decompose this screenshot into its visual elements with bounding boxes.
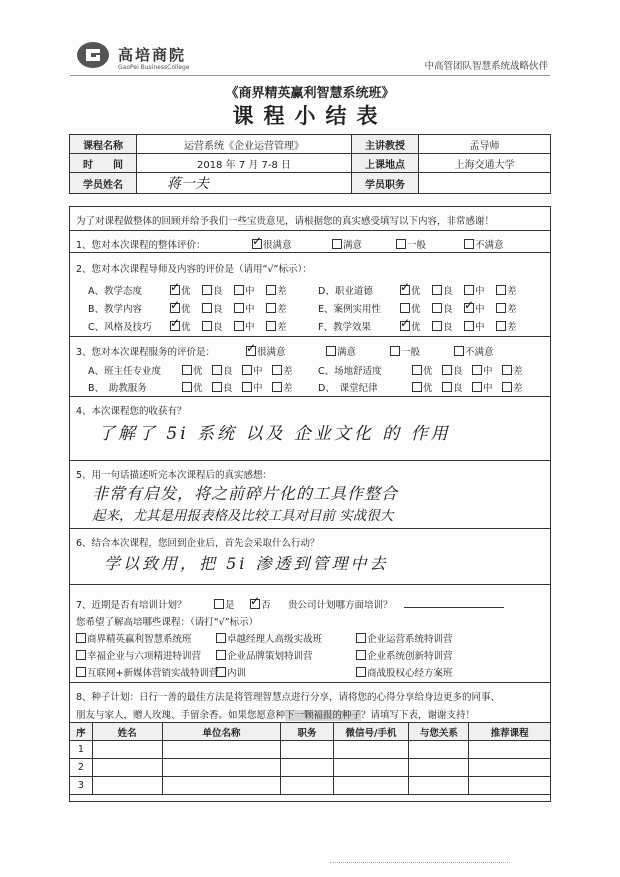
q3-grade-option-label: 良 <box>223 366 233 377</box>
checkbox-icon[interactable] <box>472 382 482 392</box>
checkbox-icon[interactable] <box>442 365 452 375</box>
q3-grade-option-label: 优 <box>423 366 433 377</box>
student-position-value[interactable] <box>419 173 551 194</box>
checkbox-icon[interactable] <box>432 321 442 331</box>
checkbox-icon[interactable] <box>272 382 282 392</box>
checkbox-icon[interactable] <box>234 285 244 295</box>
recommend-cell[interactable] <box>281 777 333 795</box>
q2-item-label: E、案例实用性 <box>318 304 382 315</box>
q2-grade-option-label: 差 <box>507 304 517 315</box>
q2-label: 2、您对本次课程导师及内容的评价是（请用“√”标示）： <box>76 264 312 275</box>
checkbox-icon[interactable] <box>272 365 282 375</box>
q2-grade-option[interactable] <box>464 283 485 297</box>
q7-no[interactable] <box>250 597 271 611</box>
q3-grade-option[interactable] <box>242 380 263 394</box>
q2-grade-option[interactable] <box>234 319 255 333</box>
checkbox-icon[interactable] <box>356 650 366 660</box>
checkbox-icon[interactable] <box>234 321 244 331</box>
q4-section <box>70 397 550 461</box>
q2-grade-option-label: 良 <box>443 304 453 315</box>
q6-label: 6、结合本次课程，您回到企业后，首先会采取什么行动？ <box>76 538 320 549</box>
q1-opt-1-label: 满意 <box>343 240 363 251</box>
q7-followup-blank[interactable] <box>404 607 504 608</box>
q3-item-label: B、 助教服务 <box>88 383 147 394</box>
checkbox-icon[interactable] <box>216 633 226 643</box>
footer-divider <box>330 862 510 863</box>
q3-opt-0[interactable] <box>246 344 286 358</box>
q3-grade-option[interactable] <box>212 380 233 394</box>
q3-grade-option-label: 优 <box>193 366 203 377</box>
q3-grade-option[interactable] <box>442 363 463 377</box>
course-option[interactable] <box>76 648 201 662</box>
checkbox-icon[interactable] <box>502 365 512 375</box>
q3-grade-option-label: 中 <box>253 366 263 377</box>
q5-label: 5、用一句话描述听完本次课程后的真实感想： <box>76 470 273 481</box>
course-option-label: 互联网+新媒体营销实战特训营 <box>87 668 219 679</box>
checkbox-icon[interactable] <box>400 303 410 313</box>
logo-chinese-name: 高培商院 <box>118 46 187 64</box>
q2-item-label: C、风格及技巧 <box>88 322 152 333</box>
row-number: 1 <box>70 741 93 759</box>
q3-grade-option[interactable] <box>472 363 493 377</box>
q4-answer[interactable]: 了解了 5i 系统 以及 企业文化 的 作用 <box>98 424 451 444</box>
q4-label: 4、本次课程您的收获有？ <box>76 406 187 417</box>
q2-grade-option[interactable] <box>266 319 287 333</box>
q2-item-label: A、教学态度 <box>88 286 142 297</box>
q1-opt-2[interactable] <box>396 237 426 251</box>
course-option[interactable] <box>76 665 218 679</box>
checkbox-icon[interactable] <box>212 365 222 375</box>
q3-grade-option[interactable] <box>272 363 293 377</box>
table-row <box>70 777 551 795</box>
q2-grade-option[interactable] <box>202 301 223 315</box>
checkbox-icon[interactable] <box>432 285 442 295</box>
course-title: 《商界精英赢利智慧系统班》 <box>225 86 395 101</box>
checkbox-icon[interactable] <box>412 365 422 375</box>
q2-grade-option[interactable] <box>202 319 223 333</box>
checkbox-icon[interactable] <box>326 346 336 356</box>
checkbox-icon[interactable] <box>182 382 192 392</box>
q2-section <box>70 253 550 337</box>
q3-grade-option[interactable] <box>472 380 493 394</box>
q2-grade-option-label: 良 <box>213 286 223 297</box>
q2-grade-option-label: 中 <box>475 286 485 297</box>
checkbox-icon[interactable] <box>214 599 224 609</box>
checkbox-icon[interactable] <box>356 667 366 677</box>
logo-english-name: GaoPei BusinessCollege <box>118 64 190 71</box>
q5-section <box>70 461 550 529</box>
checkbox-icon[interactable] <box>182 365 192 375</box>
course-option-label: 卓越经理人高级实战班 <box>227 634 323 645</box>
course-option[interactable] <box>356 648 453 662</box>
checkbox-icon[interactable] <box>266 321 276 331</box>
checkbox-icon[interactable] <box>496 285 506 295</box>
q2-grade-option-label: 中 <box>245 286 255 297</box>
checkbox-icon[interactable] <box>266 285 276 295</box>
q3-opt-0-label: 很满意 <box>257 347 286 358</box>
q2-grade-option[interactable] <box>400 283 421 297</box>
recommend-cell[interactable] <box>92 759 162 777</box>
checkbox-icon[interactable] <box>76 633 86 643</box>
course-option-label: 企业品牌策划特训营 <box>227 651 313 662</box>
q2-grade-option-label: 差 <box>277 286 287 297</box>
q1-opt-3[interactable] <box>464 237 504 251</box>
q3-grade-option-label: 良 <box>453 383 463 394</box>
time-value[interactable]: 2018 年 7 月 7-8 日 <box>137 154 352 173</box>
q2-grade-option-label: 差 <box>277 304 287 315</box>
q3-label: 3、您对本次课程服务的评价是： <box>76 347 216 358</box>
q3-section <box>70 337 550 397</box>
q7-label: 7、近期是否有培训计划？ <box>76 600 187 611</box>
q3-grade-option-label: 中 <box>483 383 493 394</box>
q7-no-label: 否 <box>261 600 271 611</box>
q1-label: 1、您对本次课程的整体评价： <box>76 240 206 251</box>
teacher-value[interactable]: 孟导师 <box>419 135 551 154</box>
course-option-label: 内训 <box>227 668 247 679</box>
recommend-col-header: 单位名称 <box>162 723 281 741</box>
q2-grade-option-label: 中 <box>245 304 255 315</box>
q2-grade-option-label: 优 <box>411 286 421 297</box>
checkbox-icon[interactable] <box>464 303 474 313</box>
q8-text-2 <box>76 707 475 721</box>
q1-section <box>70 231 550 253</box>
q2-grade-option-label: 优 <box>411 322 421 333</box>
q2-grade-option[interactable] <box>432 301 453 315</box>
table-row <box>70 741 551 759</box>
checkbox-icon[interactable] <box>396 239 406 249</box>
recommend-cell[interactable] <box>162 741 281 759</box>
checkbox-icon[interactable] <box>252 239 262 249</box>
recommend-cell[interactable] <box>409 741 469 759</box>
place-label: 上课地点 <box>352 154 419 173</box>
recommend-cell[interactable] <box>162 759 281 777</box>
recommend-cell[interactable] <box>333 741 409 759</box>
q2-grade-option-label: 优 <box>181 304 191 315</box>
q2-grade-option[interactable] <box>170 319 191 333</box>
student-position-label: 学员职务 <box>352 173 419 194</box>
checkbox-icon[interactable] <box>212 382 222 392</box>
recommend-cell[interactable] <box>162 777 281 795</box>
recommend-col-header: 微信号/手机 <box>333 723 409 741</box>
q2-grade-option[interactable] <box>496 301 517 315</box>
q3-grade-option[interactable] <box>242 363 263 377</box>
student-name-value[interactable]: 蒋一夫 <box>137 173 352 194</box>
time-label: 时 间 <box>70 154 137 173</box>
checkbox-icon[interactable] <box>242 382 252 392</box>
checkbox-icon[interactable] <box>250 599 260 609</box>
q2-grade-option-label: 良 <box>213 322 223 333</box>
q3-grade-option-label: 良 <box>223 383 233 394</box>
q2-grade-option-label: 差 <box>277 322 287 333</box>
q5-answer-line1[interactable]: 非常有启发，将之前碎片化的工具作整合 <box>92 484 399 503</box>
q2-grade-option[interactable] <box>464 301 485 315</box>
q3-opt-2-label: 一般 <box>401 347 421 358</box>
q1-opt-0-label: 很满意 <box>263 240 292 251</box>
checkbox-icon[interactable] <box>454 346 464 356</box>
place-value[interactable]: 上海交通大学 <box>419 154 551 173</box>
course-option[interactable] <box>356 665 453 679</box>
info-table <box>69 134 551 194</box>
q7-followup: 贵公司计划哪方面培训？ <box>288 600 393 611</box>
checkbox-icon[interactable] <box>202 285 212 295</box>
q2-grade-option[interactable] <box>496 283 517 297</box>
recommend-col-header: 与您关系 <box>409 723 469 741</box>
q3-grade-option-label: 差 <box>513 366 523 377</box>
checkbox-icon[interactable] <box>202 303 212 313</box>
q3-grade-option[interactable] <box>412 380 433 394</box>
q3-opt-1-label: 满意 <box>337 347 357 358</box>
student-name-label: 学员姓名 <box>70 173 137 194</box>
q2-grade-option[interactable] <box>234 301 255 315</box>
q3-grade-option-label: 中 <box>483 366 493 377</box>
checkbox-icon[interactable] <box>216 667 226 677</box>
recommend-cell[interactable] <box>333 777 409 795</box>
q3-grade-option-label: 中 <box>253 383 263 394</box>
q3-grade-option[interactable] <box>212 363 233 377</box>
q3-grade-option-label: 优 <box>193 383 203 394</box>
q8-text-2b: ？请填写下表，谢谢支持！ <box>361 710 476 721</box>
checkbox-icon[interactable] <box>442 382 452 392</box>
q1-opt-2-label: 一般 <box>407 240 427 251</box>
q2-grade-option-label: 中 <box>245 322 255 333</box>
recommend-cell[interactable] <box>409 759 469 777</box>
checkbox-icon[interactable] <box>170 285 180 295</box>
q8-text-2a: 朋友与家人，赠人玫瑰、手留余香。如果您愿意种 <box>76 710 286 721</box>
q2-grade-option-label: 中 <box>475 322 485 333</box>
checkbox-icon[interactable] <box>170 321 180 331</box>
page-header <box>0 0 620 80</box>
recommend-cell[interactable] <box>469 759 551 777</box>
course-option-label: 商战股权心经方案班 <box>367 668 453 679</box>
q6-answer[interactable]: 学以致用，把 5i 渗透到管理中去 <box>104 554 389 573</box>
q2-grade-option-label: 良 <box>213 304 223 315</box>
checkbox-icon[interactable] <box>246 346 256 356</box>
recommend-cell[interactable] <box>92 777 162 795</box>
q2-grade-option-label: 中 <box>475 304 485 315</box>
checkbox-icon[interactable] <box>202 321 212 331</box>
q2-grade-option-label: 良 <box>443 322 453 333</box>
college-logo <box>76 40 226 76</box>
q2-grade-option[interactable] <box>266 283 287 297</box>
q3-grade-option[interactable] <box>412 363 433 377</box>
q2-grade-option[interactable] <box>170 301 191 315</box>
q8-section <box>70 683 550 723</box>
recommend-col-header: 推荐课程 <box>469 723 551 741</box>
q2-grade-option-label: 优 <box>181 322 191 333</box>
q2-grade-option-label: 差 <box>507 286 517 297</box>
q3-grade-option[interactable] <box>442 380 463 394</box>
course-option-label: 企业系统创新特训营 <box>367 651 453 662</box>
recommend-cell[interactable] <box>333 759 409 777</box>
checkbox-icon[interactable] <box>496 321 506 331</box>
course-name-value[interactable]: 运营系统《企业运营管理》 <box>137 135 352 154</box>
recommend-cell[interactable] <box>281 759 333 777</box>
q2-item-label: F、教学效果 <box>318 322 371 333</box>
q3-grade-option-label: 差 <box>283 383 293 394</box>
q2-grade-option[interactable] <box>496 319 517 333</box>
checkbox-icon[interactable] <box>464 321 474 331</box>
course-option-label: 企业运营系统特训营 <box>367 634 453 645</box>
recommend-table <box>69 722 551 795</box>
q3-grade-option-label: 优 <box>423 383 433 394</box>
course-option[interactable] <box>216 665 246 679</box>
q3-opt-1[interactable] <box>326 344 356 358</box>
course-option-label: 商界精英赢利智慧系统班 <box>87 634 192 645</box>
q7-hope: 您希望了解高培哪些课程：（请打“√”标示） <box>76 617 259 628</box>
course-name-label: 课程名称 <box>70 135 137 154</box>
checkbox-icon[interactable] <box>390 346 400 356</box>
checkbox-icon[interactable] <box>266 303 276 313</box>
q2-grade-option[interactable] <box>266 301 287 315</box>
recommend-col-header: 序 <box>70 723 93 741</box>
q8-highlight: 下一颗福报的种子 <box>285 710 362 721</box>
q3-item-label: A、班主任专业度 <box>88 366 161 377</box>
course-option[interactable] <box>216 648 313 662</box>
course-option-label: 幸福企业与六项精进特训营 <box>87 651 202 662</box>
header-divider <box>70 75 550 76</box>
q3-item-label: D、 课堂纪律 <box>318 383 378 394</box>
q3-grade-option-label: 良 <box>453 366 463 377</box>
q7-section <box>70 585 550 683</box>
header-slogan: 中高管团队智慧系统战略伙伴 <box>424 61 548 72</box>
q3-grade-option[interactable] <box>502 380 523 394</box>
q3-grade-option[interactable] <box>182 363 203 377</box>
q3-grade-option-label: 差 <box>513 383 523 394</box>
q2-grade-option[interactable] <box>464 319 485 333</box>
recommend-header-row <box>70 723 551 741</box>
q2-item-label: D、职业道德 <box>318 286 373 297</box>
q2-item-label: B、教学内容 <box>88 304 143 315</box>
q3-opt-2[interactable] <box>390 344 420 358</box>
logo-mark-icon <box>76 40 110 70</box>
checkbox-icon[interactable] <box>496 303 506 313</box>
q3-grade-option-label: 差 <box>283 366 293 377</box>
checkbox-icon[interactable] <box>472 365 482 375</box>
q1-opt-0[interactable] <box>252 237 292 251</box>
q2-grade-option[interactable] <box>400 301 421 315</box>
recommend-body <box>70 741 551 795</box>
checkbox-icon[interactable] <box>356 633 366 643</box>
q6-section <box>70 529 550 585</box>
checkbox-icon[interactable] <box>502 382 512 392</box>
recommend-cell[interactable] <box>281 741 333 759</box>
q3-grade-option[interactable] <box>272 380 293 394</box>
checkbox-icon[interactable] <box>216 650 226 660</box>
row-number: 2 <box>70 759 93 777</box>
checkbox-icon[interactable] <box>332 239 342 249</box>
checkbox-icon[interactable] <box>234 303 244 313</box>
q2-grade-option-label: 优 <box>181 286 191 297</box>
recommend-cell[interactable] <box>469 741 551 759</box>
survey-form <box>69 206 551 802</box>
recommend-col-header: 姓名 <box>92 723 162 741</box>
q2-grade-option[interactable] <box>234 283 255 297</box>
checkbox-icon[interactable] <box>464 285 474 295</box>
recommend-cell[interactable] <box>92 741 162 759</box>
checkbox-icon[interactable] <box>170 303 180 313</box>
q2-grade-option[interactable] <box>170 283 191 297</box>
q7-yes-label: 是 <box>225 600 235 611</box>
row-number: 3 <box>70 777 93 795</box>
q2-grade-option-label: 优 <box>411 304 421 315</box>
course-option[interactable] <box>356 631 453 645</box>
q1-opt-3-label: 不满意 <box>475 240 504 251</box>
checkbox-icon[interactable] <box>242 365 252 375</box>
recommend-col-header: 职务 <box>281 723 333 741</box>
checkbox-icon[interactable] <box>400 321 410 331</box>
q7-yes[interactable] <box>214 597 235 611</box>
q3-opt-3[interactable] <box>454 344 494 358</box>
checkbox-icon[interactable] <box>76 650 86 660</box>
q2-grade-option[interactable] <box>400 319 421 333</box>
course-option[interactable] <box>76 631 192 645</box>
form-title: 课程小结表 <box>232 104 388 128</box>
q5-answer-line2[interactable]: 起来，尤其是用报表格及比较工具对目前 实战很大 <box>92 508 394 524</box>
checkbox-icon[interactable] <box>464 239 474 249</box>
q8-text-1: 8、种子计划：日行一善的最佳方法是将管理智慧点进行分享，请将您的心得分享给身边更多的同事、 <box>76 692 501 703</box>
q3-grade-option[interactable] <box>502 363 523 377</box>
checkbox-icon[interactable] <box>432 303 442 313</box>
checkbox-icon[interactable] <box>400 285 410 295</box>
checkbox-icon[interactable] <box>412 382 422 392</box>
q2-grade-option-label: 良 <box>443 286 453 297</box>
checkbox-icon[interactable] <box>76 667 86 677</box>
table-row <box>70 759 551 777</box>
q1-opt-1[interactable] <box>332 237 362 251</box>
q3-grade-option[interactable] <box>182 380 203 394</box>
teacher-label: 主讲教授 <box>352 135 419 154</box>
recommend-cell[interactable] <box>409 777 469 795</box>
q2-grade-option-label: 差 <box>507 322 517 333</box>
course-option[interactable] <box>216 631 322 645</box>
survey-intro <box>70 207 550 231</box>
q2-grade-option[interactable] <box>432 319 453 333</box>
recommend-cell[interactable] <box>469 777 551 795</box>
q2-grade-option[interactable] <box>202 283 223 297</box>
q2-grade-option[interactable] <box>432 283 453 297</box>
intro-text: 为了对课程做整体的回顾并给予我们一些宝贵意见，请根据您的真实感受填写以下内容，非常感谢！ <box>76 216 495 227</box>
q3-item-label: C、场地舒适度 <box>318 366 382 377</box>
q3-opt-3-label: 不满意 <box>465 347 494 358</box>
